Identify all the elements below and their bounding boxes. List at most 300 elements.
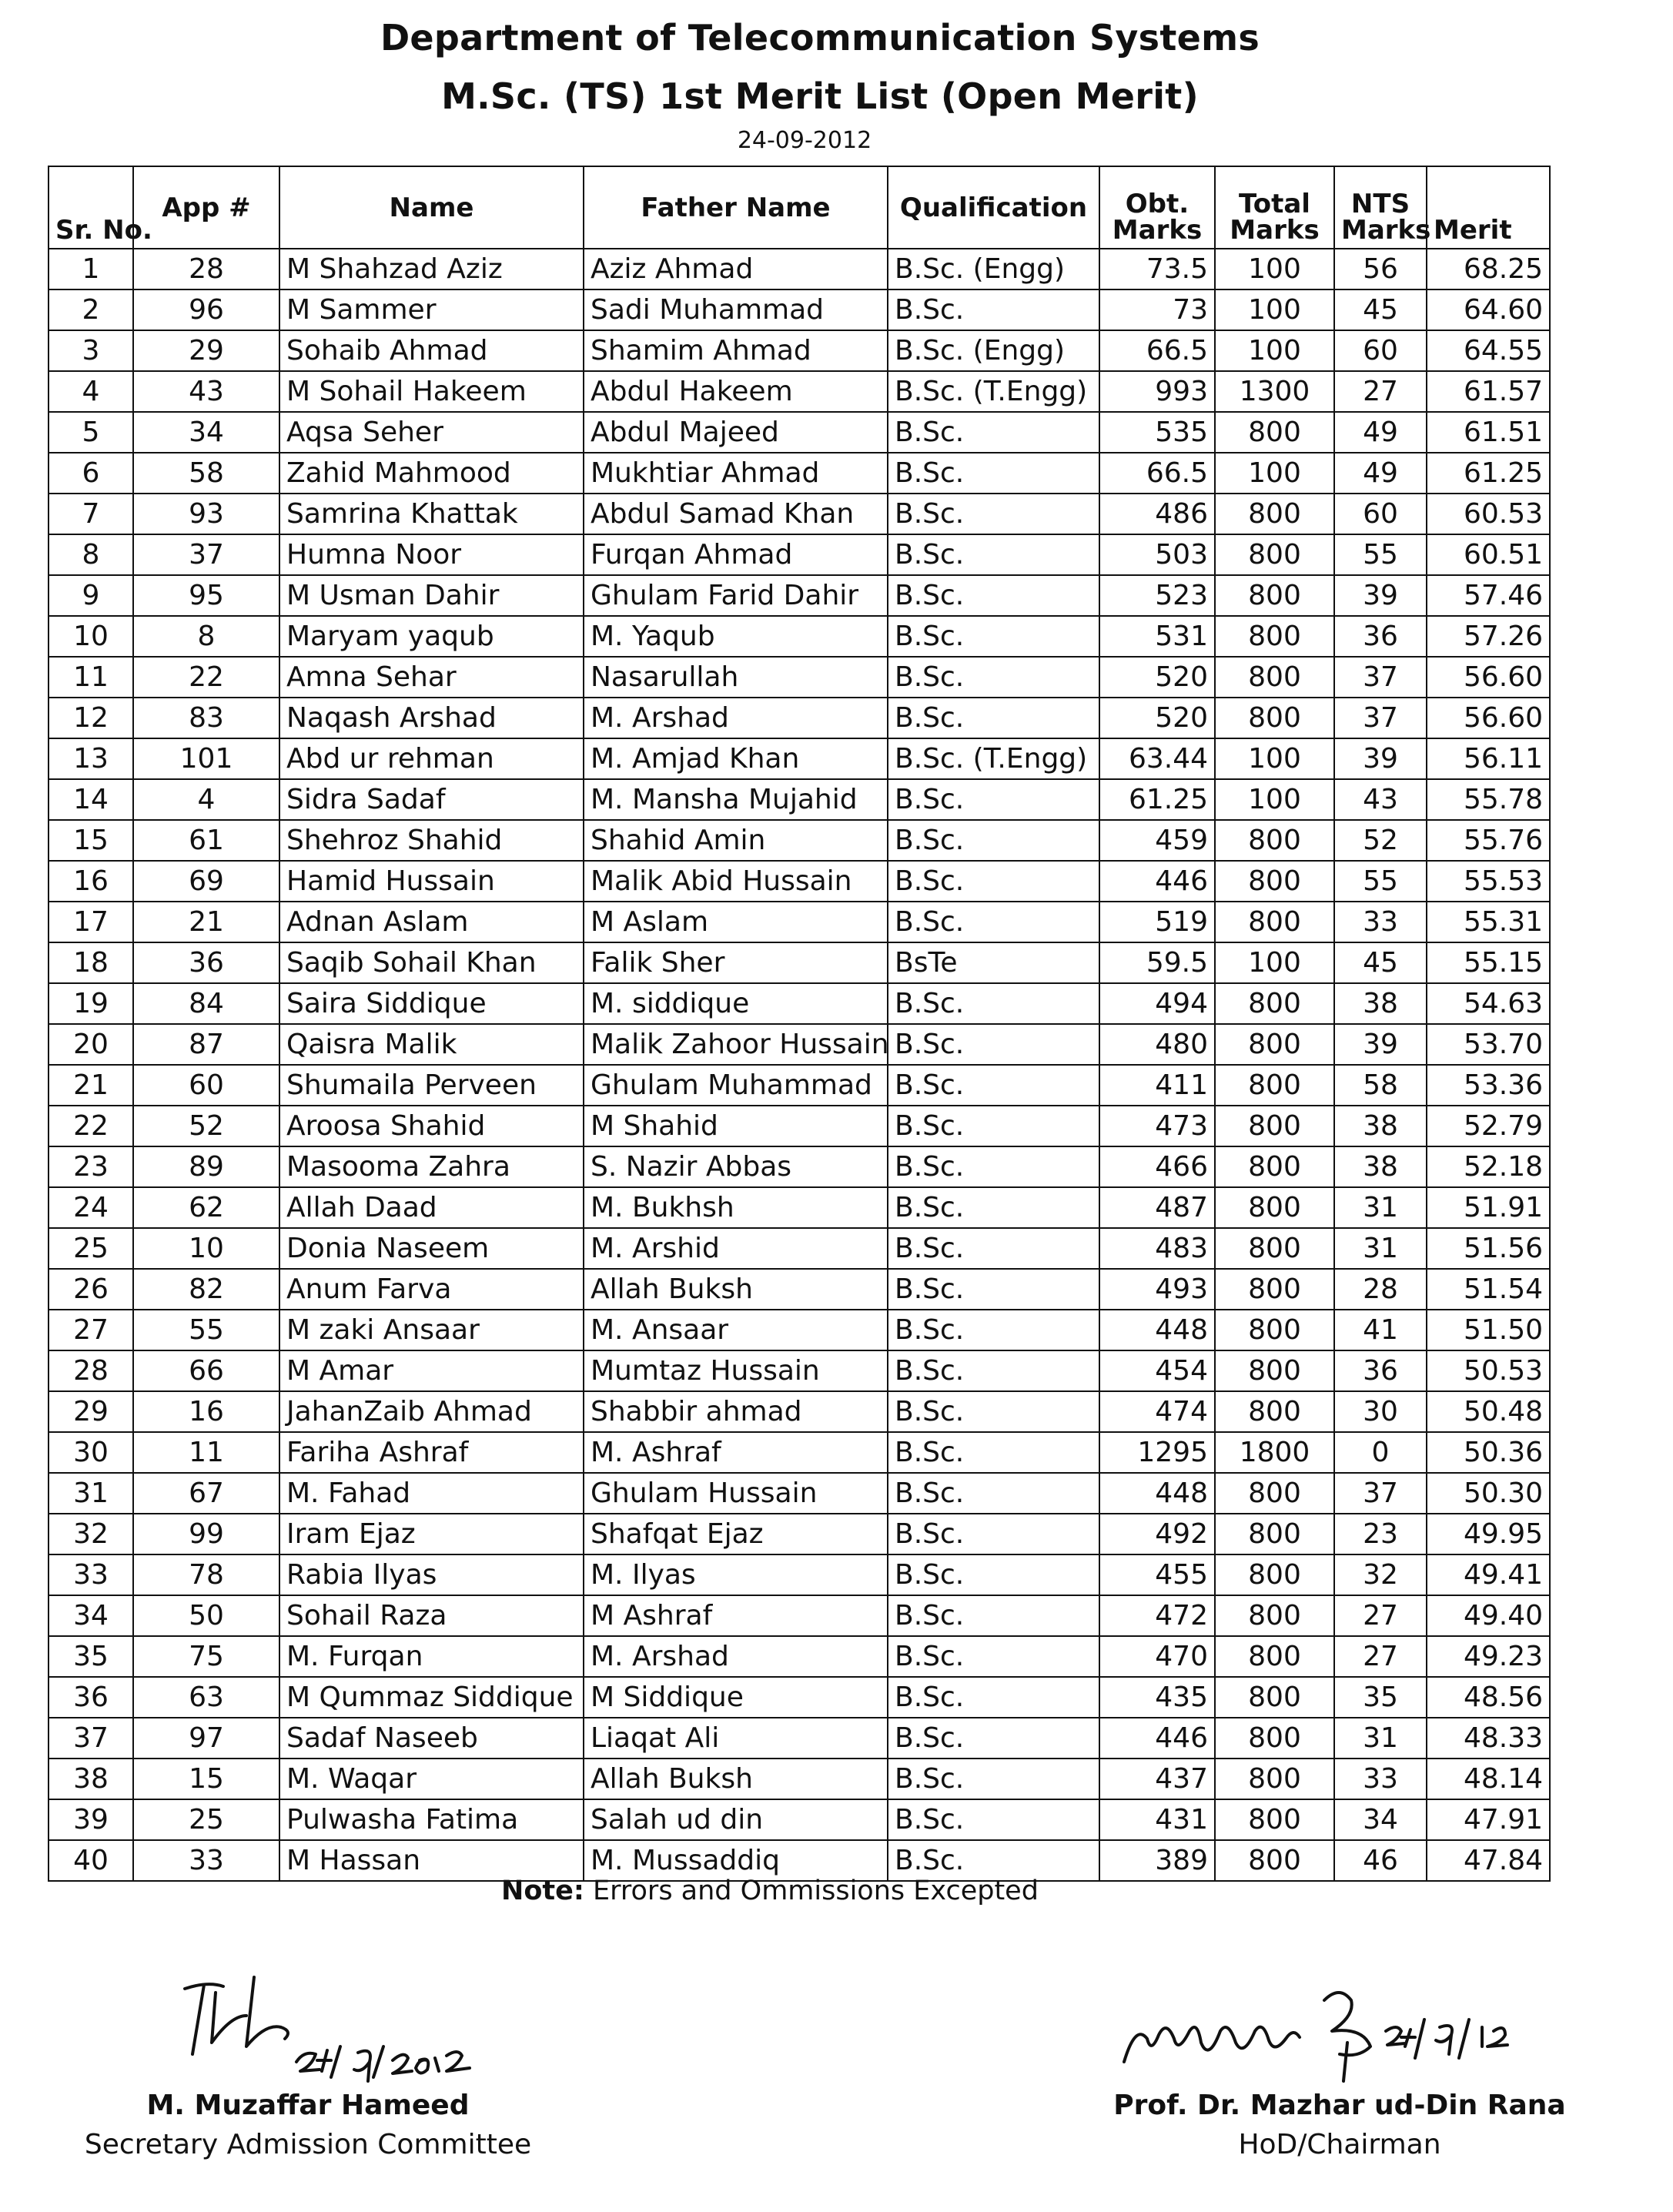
left-signature-block [69, 1969, 547, 2160]
cell-obt-marks: 389 [1099, 1840, 1215, 1881]
column-header-qualification: Qualification [888, 166, 1099, 249]
cell-father-name: Salah ud din [584, 1799, 888, 1840]
cell-merit: 49.95 [1427, 1514, 1550, 1554]
cell-name: Samrina Khattak [279, 494, 584, 534]
table-row [49, 1391, 1550, 1432]
cell-merit: 48.56 [1427, 1677, 1550, 1718]
cell-app-no: 62 [133, 1187, 279, 1228]
cell-app-no: 83 [133, 698, 279, 738]
cell-total-marks: 1800 [1215, 1432, 1334, 1473]
cell-father-name: M. siddique [584, 983, 888, 1024]
table-row [49, 1350, 1550, 1391]
cell-sr-no: 6 [49, 453, 133, 494]
cell-sr-no: 9 [49, 575, 133, 616]
column-header-sr-no: Sr. No. [49, 166, 133, 249]
cell-obt-marks: 486 [1099, 494, 1215, 534]
cell-app-no: 15 [133, 1759, 279, 1799]
cell-qualification: B.Sc. [888, 1269, 1099, 1310]
cell-nts-marks: 27 [1334, 371, 1427, 412]
cell-qualification: B.Sc. [888, 1065, 1099, 1106]
cell-obt-marks: 66.5 [1099, 453, 1215, 494]
table-row [49, 1106, 1550, 1146]
cell-sr-no: 36 [49, 1677, 133, 1718]
cell-father-name: M. Yaqub [584, 616, 888, 657]
table-row [49, 1636, 1550, 1677]
cell-total-marks: 800 [1215, 1187, 1334, 1228]
cell-qualification: B.Sc. [888, 616, 1099, 657]
cell-app-no: 63 [133, 1677, 279, 1718]
cell-qualification: B.Sc. [888, 1759, 1099, 1799]
cell-app-no: 8 [133, 616, 279, 657]
table-row [49, 1759, 1550, 1799]
cell-app-no: 87 [133, 1024, 279, 1065]
cell-total-marks: 100 [1215, 330, 1334, 371]
cell-obt-marks: 535 [1099, 412, 1215, 453]
cell-father-name: Abdul Majeed [584, 412, 888, 453]
cell-nts-marks: 33 [1334, 902, 1427, 942]
cell-sr-no: 34 [49, 1595, 133, 1636]
cell-obt-marks: 473 [1099, 1106, 1215, 1146]
cell-merit: 55.15 [1427, 942, 1550, 983]
table-row [49, 1514, 1550, 1554]
cell-obt-marks: 531 [1099, 616, 1215, 657]
cell-total-marks: 800 [1215, 1350, 1334, 1391]
table-row [49, 534, 1550, 575]
table-row [49, 983, 1550, 1024]
column-header-total-marks: Total Marks [1215, 166, 1334, 249]
cell-qualification: B.Sc. [888, 1146, 1099, 1187]
cell-total-marks: 800 [1215, 902, 1334, 942]
cell-qualification: B.Sc. [888, 698, 1099, 738]
cell-app-no: 25 [133, 1799, 279, 1840]
cell-app-no: 99 [133, 1514, 279, 1554]
cell-qualification: B.Sc. [888, 1310, 1099, 1350]
cell-nts-marks: 60 [1334, 494, 1427, 534]
cell-total-marks: 800 [1215, 820, 1334, 861]
cell-merit: 55.76 [1427, 820, 1550, 861]
cell-total-marks: 800 [1215, 1595, 1334, 1636]
cell-nts-marks: 38 [1334, 983, 1427, 1024]
cell-app-no: 10 [133, 1228, 279, 1269]
table-row [49, 371, 1550, 412]
cell-total-marks: 800 [1215, 657, 1334, 698]
cell-qualification: B.Sc. [888, 983, 1099, 1024]
cell-father-name: Mukhtiar Ahmad [584, 453, 888, 494]
cell-obt-marks: 466 [1099, 1146, 1215, 1187]
cell-nts-marks: 33 [1334, 1759, 1427, 1799]
cell-app-no: 97 [133, 1718, 279, 1759]
cell-sr-no: 16 [49, 861, 133, 902]
cell-app-no: 101 [133, 738, 279, 779]
cell-merit: 61.25 [1427, 453, 1550, 494]
cell-app-no: 66 [133, 1350, 279, 1391]
cell-qualification: B.Sc. [888, 1554, 1099, 1595]
table-row [49, 289, 1550, 330]
cell-nts-marks: 34 [1334, 1799, 1427, 1840]
cell-obt-marks: 459 [1099, 820, 1215, 861]
cell-app-no: 36 [133, 942, 279, 983]
cell-obt-marks: 470 [1099, 1636, 1215, 1677]
cell-name: Humna Noor [279, 534, 584, 575]
cell-nts-marks: 27 [1334, 1595, 1427, 1636]
cell-sr-no: 32 [49, 1514, 133, 1554]
cell-nts-marks: 46 [1334, 1840, 1427, 1881]
cell-sr-no: 38 [49, 1759, 133, 1799]
cell-nts-marks: 31 [1334, 1718, 1427, 1759]
cell-sr-no: 3 [49, 330, 133, 371]
cell-merit: 50.53 [1427, 1350, 1550, 1391]
cell-app-no: 28 [133, 249, 279, 289]
cell-name: M. Furqan [279, 1636, 584, 1677]
cell-merit: 57.46 [1427, 575, 1550, 616]
cell-sr-no: 35 [49, 1636, 133, 1677]
cell-app-no: 78 [133, 1554, 279, 1595]
cell-sr-no: 25 [49, 1228, 133, 1269]
cell-qualification: B.Sc. [888, 1106, 1099, 1146]
cell-total-marks: 800 [1215, 1310, 1334, 1350]
cell-sr-no: 28 [49, 1350, 133, 1391]
cell-father-name: Shabbir ahmad [584, 1391, 888, 1432]
cell-nts-marks: 37 [1334, 698, 1427, 738]
cell-sr-no: 15 [49, 820, 133, 861]
cell-father-name: Allah Buksh [584, 1759, 888, 1799]
cell-app-no: 52 [133, 1106, 279, 1146]
cell-sr-no: 24 [49, 1187, 133, 1228]
cell-merit: 48.14 [1427, 1759, 1550, 1799]
cell-merit: 68.25 [1427, 249, 1550, 289]
cell-qualification: BsTe [888, 942, 1099, 983]
cell-app-no: 4 [133, 779, 279, 820]
cell-total-marks: 100 [1215, 779, 1334, 820]
cell-sr-no: 19 [49, 983, 133, 1024]
cell-nts-marks: 43 [1334, 779, 1427, 820]
cell-merit: 50.36 [1427, 1432, 1550, 1473]
cell-father-name: M. Mussaddiq [584, 1840, 888, 1881]
table-row [49, 1473, 1550, 1514]
table-row [49, 1187, 1550, 1228]
cell-qualification: B.Sc. [888, 534, 1099, 575]
cell-total-marks: 1300 [1215, 371, 1334, 412]
cell-obt-marks: 520 [1099, 657, 1215, 698]
document-subtitle: M.Sc. (TS) 1st Merit List (Open Merit) [441, 75, 1199, 117]
cell-qualification: B.Sc. (T.Engg) [888, 371, 1099, 412]
cell-merit: 57.26 [1427, 616, 1550, 657]
cell-nts-marks: 49 [1334, 412, 1427, 453]
cell-nts-marks: 49 [1334, 453, 1427, 494]
cell-qualification: B.Sc. [888, 1391, 1099, 1432]
table-row [49, 861, 1550, 902]
cell-total-marks: 100 [1215, 249, 1334, 289]
cell-app-no: 69 [133, 861, 279, 902]
cell-nts-marks: 39 [1334, 1024, 1427, 1065]
cell-nts-marks: 56 [1334, 249, 1427, 289]
cell-total-marks: 100 [1215, 289, 1334, 330]
document-date: 24-09-2012 [737, 127, 872, 154]
cell-nts-marks: 38 [1334, 1146, 1427, 1187]
cell-name: Sohail Raza [279, 1595, 584, 1636]
cell-total-marks: 800 [1215, 698, 1334, 738]
cell-name: Sadaf Naseeb [279, 1718, 584, 1759]
cell-father-name: Mumtaz Hussain [584, 1350, 888, 1391]
cell-obt-marks: 431 [1099, 1799, 1215, 1840]
cell-total-marks: 800 [1215, 616, 1334, 657]
cell-sr-no: 29 [49, 1391, 133, 1432]
cell-qualification: B.Sc. [888, 1432, 1099, 1473]
cell-obt-marks: 523 [1099, 575, 1215, 616]
cell-nts-marks: 0 [1334, 1432, 1427, 1473]
cell-nts-marks: 52 [1334, 820, 1427, 861]
cell-total-marks: 800 [1215, 412, 1334, 453]
cell-name: Pulwasha Fatima [279, 1799, 584, 1840]
cell-name: M. Waqar [279, 1759, 584, 1799]
cell-nts-marks: 39 [1334, 575, 1427, 616]
cell-name: M. Fahad [279, 1473, 584, 1514]
cell-sr-no: 17 [49, 902, 133, 942]
cell-father-name: M. Ilyas [584, 1554, 888, 1595]
cell-app-no: 16 [133, 1391, 279, 1432]
cell-father-name: Malik Abid Hussain [584, 861, 888, 902]
table-row [49, 1065, 1550, 1106]
cell-sr-no: 20 [49, 1024, 133, 1065]
cell-sr-no: 12 [49, 698, 133, 738]
cell-name: Amna Sehar [279, 657, 584, 698]
cell-app-no: 60 [133, 1065, 279, 1106]
cell-merit: 53.70 [1427, 1024, 1550, 1065]
cell-name: M Sammer [279, 289, 584, 330]
cell-nts-marks: 60 [1334, 330, 1427, 371]
cell-total-marks: 800 [1215, 1269, 1334, 1310]
cell-qualification: B.Sc. [888, 1350, 1099, 1391]
cell-app-no: 33 [133, 1840, 279, 1881]
cell-merit: 49.40 [1427, 1595, 1550, 1636]
cell-merit: 55.31 [1427, 902, 1550, 942]
cell-qualification: B.Sc. [888, 1840, 1099, 1881]
cell-father-name: M Shahid [584, 1106, 888, 1146]
cell-app-no: 89 [133, 1146, 279, 1187]
cell-qualification: B.Sc. [888, 1595, 1099, 1636]
right-signature-image [1093, 1969, 1586, 2085]
cell-app-no: 50 [133, 1595, 279, 1636]
cell-father-name: M. Arshad [584, 1636, 888, 1677]
table-row [49, 249, 1550, 289]
cell-total-marks: 800 [1215, 575, 1334, 616]
table-row [49, 1310, 1550, 1350]
cell-sr-no: 33 [49, 1554, 133, 1595]
cell-nts-marks: 31 [1334, 1187, 1427, 1228]
cell-obt-marks: 454 [1099, 1350, 1215, 1391]
table-row [49, 902, 1550, 942]
table-row [49, 1554, 1550, 1595]
cell-nts-marks: 38 [1334, 1106, 1427, 1146]
cell-qualification: B.Sc. [888, 861, 1099, 902]
cell-name: Adnan Aslam [279, 902, 584, 942]
cell-sr-no: 14 [49, 779, 133, 820]
cell-app-no: 22 [133, 657, 279, 698]
document-title: Department of Telecommunication Systems [380, 17, 1260, 59]
cell-total-marks: 800 [1215, 1024, 1334, 1065]
cell-obt-marks: 993 [1099, 371, 1215, 412]
cell-sr-no: 37 [49, 1718, 133, 1759]
column-header-merit: Merit [1427, 166, 1550, 249]
cell-obt-marks: 1295 [1099, 1432, 1215, 1473]
cell-name: JahanZaib Ahmad [279, 1391, 584, 1432]
cell-qualification: B.Sc. [888, 1718, 1099, 1759]
cell-sr-no: 30 [49, 1432, 133, 1473]
table-row [49, 657, 1550, 698]
cell-merit: 51.54 [1427, 1269, 1550, 1310]
cell-merit: 49.23 [1427, 1636, 1550, 1677]
cell-total-marks: 800 [1215, 1391, 1334, 1432]
cell-obt-marks: 446 [1099, 861, 1215, 902]
cell-obt-marks: 503 [1099, 534, 1215, 575]
table-row [49, 1024, 1550, 1065]
cell-father-name: S. Nazir Abbas [584, 1146, 888, 1187]
cell-name: M Hassan [279, 1840, 584, 1881]
cell-merit: 64.60 [1427, 289, 1550, 330]
cell-total-marks: 800 [1215, 1554, 1334, 1595]
cell-total-marks: 800 [1215, 1840, 1334, 1881]
cell-qualification: B.Sc. [888, 1514, 1099, 1554]
column-header-father-name: Father Name [584, 166, 888, 249]
cell-father-name: M Ashraf [584, 1595, 888, 1636]
cell-app-no: 67 [133, 1473, 279, 1514]
cell-name: M Amar [279, 1350, 584, 1391]
cell-sr-no: 27 [49, 1310, 133, 1350]
cell-name: Zahid Mahmood [279, 453, 584, 494]
cell-obt-marks: 448 [1099, 1310, 1215, 1350]
cell-name: Aqsa Seher [279, 412, 584, 453]
cell-total-marks: 800 [1215, 1514, 1334, 1554]
cell-obt-marks: 519 [1099, 902, 1215, 942]
cell-app-no: 95 [133, 575, 279, 616]
table-row [49, 942, 1550, 983]
cell-name: M Qummaz Siddique [279, 1677, 584, 1718]
cell-nts-marks: 31 [1334, 1228, 1427, 1269]
cell-name: Donia Naseem [279, 1228, 584, 1269]
cell-obt-marks: 73 [1099, 289, 1215, 330]
cell-nts-marks: 23 [1334, 1514, 1427, 1554]
cell-obt-marks: 411 [1099, 1065, 1215, 1106]
cell-nts-marks: 45 [1334, 289, 1427, 330]
cell-merit: 55.53 [1427, 861, 1550, 902]
cell-total-marks: 800 [1215, 1228, 1334, 1269]
cell-nts-marks: 36 [1334, 1350, 1427, 1391]
cell-father-name: Abdul Samad Khan [584, 494, 888, 534]
cell-name: M Usman Dahir [279, 575, 584, 616]
right-signatory-role: HoD/Chairman [1238, 2129, 1441, 2160]
cell-qualification: B.Sc. [888, 1799, 1099, 1840]
cell-obt-marks: 492 [1099, 1514, 1215, 1554]
cell-obt-marks: 494 [1099, 983, 1215, 1024]
table-row [49, 779, 1550, 820]
cell-name: Sohaib Ahmad [279, 330, 584, 371]
table-row [49, 1269, 1550, 1310]
cell-app-no: 11 [133, 1432, 279, 1473]
cell-merit: 56.60 [1427, 657, 1550, 698]
cell-app-no: 55 [133, 1310, 279, 1350]
cell-nts-marks: 55 [1334, 861, 1427, 902]
column-header-name: Name [279, 166, 584, 249]
cell-total-marks: 800 [1215, 534, 1334, 575]
cell-app-no: 75 [133, 1636, 279, 1677]
cell-merit: 54.63 [1427, 983, 1550, 1024]
cell-total-marks: 800 [1215, 1677, 1334, 1718]
cell-app-no: 82 [133, 1269, 279, 1310]
cell-father-name: Malik Zahoor Hussain [584, 1024, 888, 1065]
cell-app-no: 29 [133, 330, 279, 371]
cell-father-name: Sadi Muhammad [584, 289, 888, 330]
table-row [49, 738, 1550, 779]
cell-father-name: Nasarullah [584, 657, 888, 698]
cell-nts-marks: 45 [1334, 942, 1427, 983]
cell-sr-no: 26 [49, 1269, 133, 1310]
cell-qualification: B.Sc. [888, 289, 1099, 330]
cell-name: M Shahzad Aziz [279, 249, 584, 289]
cell-merit: 55.78 [1427, 779, 1550, 820]
cell-obt-marks: 480 [1099, 1024, 1215, 1065]
cell-father-name: Liaqat Ali [584, 1718, 888, 1759]
cell-father-name: Shamim Ahmad [584, 330, 888, 371]
cell-name: Fariha Ashraf [279, 1432, 584, 1473]
cell-qualification: B.Sc. [888, 779, 1099, 820]
cell-sr-no: 8 [49, 534, 133, 575]
cell-total-marks: 800 [1215, 1473, 1334, 1514]
table-row [49, 820, 1550, 861]
cell-merit: 52.18 [1427, 1146, 1550, 1187]
cell-name: Sidra Sadaf [279, 779, 584, 820]
cell-total-marks: 800 [1215, 494, 1334, 534]
cell-sr-no: 21 [49, 1065, 133, 1106]
cell-obt-marks: 63.44 [1099, 738, 1215, 779]
cell-total-marks: 800 [1215, 1636, 1334, 1677]
cell-obt-marks: 446 [1099, 1718, 1215, 1759]
note-text: Errors and Ommissions Excepted [593, 1876, 1039, 1906]
cell-qualification: B.Sc. [888, 657, 1099, 698]
cell-nts-marks: 41 [1334, 1310, 1427, 1350]
cell-merit: 48.33 [1427, 1718, 1550, 1759]
cell-qualification: B.Sc. [888, 1187, 1099, 1228]
cell-name: Abd ur rehman [279, 738, 584, 779]
cell-father-name: Ghulam Hussain [584, 1473, 888, 1514]
cell-sr-no: 22 [49, 1106, 133, 1146]
cell-qualification: B.Sc. [888, 453, 1099, 494]
cell-app-no: 61 [133, 820, 279, 861]
cell-sr-no: 2 [49, 289, 133, 330]
table-row [49, 412, 1550, 453]
column-header-obt-marks: Obt. Marks [1099, 166, 1215, 249]
cell-app-no: 21 [133, 902, 279, 942]
cell-app-no: 58 [133, 453, 279, 494]
cell-father-name: Ghulam Farid Dahir [584, 575, 888, 616]
cell-merit: 51.56 [1427, 1228, 1550, 1269]
table-header-row [49, 166, 1550, 249]
cell-sr-no: 39 [49, 1799, 133, 1840]
cell-qualification: B.Sc. [888, 1473, 1099, 1514]
cell-total-marks: 100 [1215, 453, 1334, 494]
cell-merit: 47.84 [1427, 1840, 1550, 1881]
cell-total-marks: 800 [1215, 1759, 1334, 1799]
cell-obt-marks: 59.5 [1099, 942, 1215, 983]
cell-obt-marks: 73.5 [1099, 249, 1215, 289]
cell-merit: 61.57 [1427, 371, 1550, 412]
cell-nts-marks: 35 [1334, 1677, 1427, 1718]
cell-nts-marks: 37 [1334, 657, 1427, 698]
cell-father-name: Ghulam Muhammad [584, 1065, 888, 1106]
table-row [49, 1595, 1550, 1636]
cell-qualification: B.Sc. (Engg) [888, 330, 1099, 371]
note [0, 1876, 1540, 1906]
cell-total-marks: 800 [1215, 1799, 1334, 1840]
